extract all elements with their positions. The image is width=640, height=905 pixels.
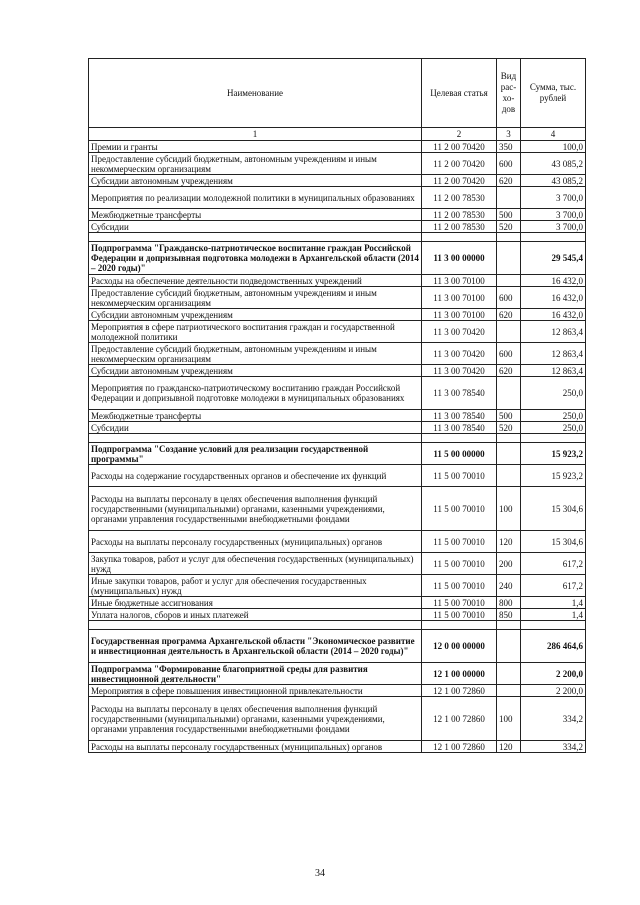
table-row [89,685,586,697]
budget-table [88,58,586,753]
table-row [89,410,586,422]
row-target-item: 11 5 00 70010 [422,597,497,609]
row-name: Расходы на содержание государственных органов и обеспечение их функций [89,465,422,487]
spacer-row [89,434,586,443]
row-target-item: 12 1 00 72860 [422,685,497,697]
table-row [89,575,586,597]
row-target-item: 12 0 00 00000 [422,630,497,663]
table-row [89,287,586,309]
row-target-item: 12 1 00 00000 [422,663,497,685]
row-target-item: 11 3 00 70420 [422,343,497,365]
row-sum: 1,4 [521,597,586,609]
row-name: Подпрограмма "Гражданско-патриотическое воспитание граждан Российской Федерации и допризывная подготовка молодежи в Архангельской области (2014 – 2020 годы)" [89,242,422,275]
row-name: Предоставление субсидий бюджетным, автономным учреждениям и иным некоммерческим организациям [89,343,422,365]
row-target-item: 12 1 00 72860 [422,697,497,741]
row-expense-type: 240 [497,575,521,597]
row-name: Субсидии [89,221,422,233]
row-expense-type: 520 [497,221,521,233]
header-sum: Сумма, тыс. рублей [521,59,586,128]
row-sum: 617,2 [521,575,586,597]
row-sum: 43 085,2 [521,175,586,187]
row-expense-type [497,685,521,697]
row-sum: 15 923,2 [521,443,586,465]
page-number: 34 [315,868,325,879]
budget-document [88,58,585,753]
table-row [89,531,586,553]
row-sum: 3 700,0 [521,187,586,209]
row-target-item: 11 2 00 70420 [422,175,497,187]
row-name: Межбюджетные трансферты [89,209,422,221]
row-expense-type [497,663,521,685]
column-number: 2 [422,128,497,141]
row-expense-type: 600 [497,153,521,175]
row-sum: 286 464,6 [521,630,586,663]
row-target-item: 11 2 00 70420 [422,141,497,153]
row-target-item: 11 5 00 00000 [422,443,497,465]
row-sum: 3 700,0 [521,209,586,221]
spacer-cell [422,621,497,630]
row-expense-type: 620 [497,365,521,377]
row-expense-type: 520 [497,422,521,434]
table-row [89,209,586,221]
row-expense-type: 100 [497,697,521,741]
row-sum: 15 304,6 [521,487,586,531]
header-name: Наименование [89,59,422,128]
row-expense-type: 500 [497,410,521,422]
spacer-row [89,233,586,242]
row-name: Премии и гранты [89,141,422,153]
table-row [89,275,586,287]
table-row [89,465,586,487]
row-target-item: 11 3 00 70100 [422,309,497,321]
row-name: Мероприятия по реализации молодежной политики в муниципальных образованиях [89,187,422,209]
row-target-item: 11 5 00 70010 [422,531,497,553]
column-number: 4 [521,128,586,141]
row-sum: 1,4 [521,609,586,621]
row-sum: 12 863,4 [521,343,586,365]
row-expense-type: 600 [497,343,521,365]
row-sum: 16 432,0 [521,309,586,321]
header-target-item: Целевая статья [422,59,497,128]
spacer-cell [497,621,521,630]
row-sum: 12 863,4 [521,365,586,377]
table-row [89,153,586,175]
row-expense-type [497,377,521,410]
table-row [89,609,586,621]
spacer-cell [521,621,586,630]
row-expense-type [497,242,521,275]
table-row [89,221,586,233]
row-name: Субсидии [89,422,422,434]
row-target-item: 11 2 00 78530 [422,221,497,233]
spacer-cell [521,233,586,242]
row-name: Субсидии автономным учреждениям [89,365,422,377]
row-name: Расходы на выплаты персоналу в целях обеспечения выполнения функций государственными (муниципальными) органами, казенными учреждениями, органами управления государственными внебюджетными фондами [89,697,422,741]
row-expense-type: 120 [497,531,521,553]
row-target-item: 11 5 00 70010 [422,575,497,597]
column-number: 3 [497,128,521,141]
row-expense-type: 500 [497,209,521,221]
table-row [89,422,586,434]
table-row [89,697,586,741]
table-row [89,343,586,365]
row-expense-type: 850 [497,609,521,621]
row-name: Иные бюджетные ассигнования [89,597,422,609]
row-sum: 100,0 [521,141,586,153]
row-name: Субсидии автономным учреждениям [89,309,422,321]
row-target-item: 11 5 00 70010 [422,553,497,575]
row-expense-type: 620 [497,175,521,187]
row-sum: 16 432,0 [521,275,586,287]
row-sum: 3 700,0 [521,221,586,233]
row-sum: 250,0 [521,410,586,422]
table-row [89,175,586,187]
table-row [89,321,586,343]
row-expense-type [497,630,521,663]
table-row [89,487,586,531]
table-row [89,242,586,275]
row-target-item: 11 3 00 78540 [422,377,497,410]
row-name: Предоставление субсидий бюджетным, автономным учреждениям и иным некоммерческим организациям [89,287,422,309]
row-expense-type: 200 [497,553,521,575]
row-name: Подпрограмма "Создание условий для реализации государственной программы" [89,443,422,465]
row-name: Расходы на выплаты персоналу государственных (муниципальных) органов [89,741,422,753]
table-row [89,377,586,410]
row-sum: 2 200,0 [521,685,586,697]
row-expense-type: 800 [497,597,521,609]
table-row [89,187,586,209]
row-name: Расходы на выплаты персоналу в целях обеспечения выполнения функций государственными (муниципальными) органами, казенными учреждениями, органами управления государственными внебюджетными фондами [89,487,422,531]
row-sum: 15 304,6 [521,531,586,553]
row-target-item: 11 3 00 78540 [422,410,497,422]
spacer-cell [497,233,521,242]
row-target-item: 11 3 00 70420 [422,321,497,343]
spacer-row [89,621,586,630]
table-row [89,553,586,575]
table-row [89,741,586,753]
row-target-item: 11 5 00 70010 [422,609,497,621]
row-sum: 43 085,2 [521,153,586,175]
row-name: Подпрограмма "Формирование благоприятной среды для развития инвестиционной деятельности" [89,663,422,685]
row-name: Закупка товаров, работ и услуг для обеспечения государственных (муниципальных) нужд [89,553,422,575]
row-target-item: 11 2 00 78530 [422,209,497,221]
column-number: 1 [89,128,422,141]
table-row [89,141,586,153]
spacer-cell [422,434,497,443]
row-name: Мероприятия в сфере повышения инвестиционной привлекательности [89,685,422,697]
row-expense-type [497,443,521,465]
row-name: Межбюджетные трансферты [89,410,422,422]
row-expense-type: 100 [497,487,521,531]
spacer-cell [89,434,422,443]
table-header-row [89,59,586,128]
row-target-item: 11 5 00 70010 [422,465,497,487]
table-row [89,663,586,685]
row-expense-type: 600 [497,287,521,309]
row-name: Субсидии автономным учреждениям [89,175,422,187]
row-expense-type [497,187,521,209]
row-name: Расходы на обеспечение деятельности подведомственных учреждений [89,275,422,287]
row-sum: 334,2 [521,697,586,741]
row-target-item: 11 3 00 00000 [422,242,497,275]
table-row [89,443,586,465]
spacer-cell [89,621,422,630]
row-name: Уплата налогов, сборов и иных платежей [89,609,422,621]
header-expense-type: Вид рас-хо-дов [497,59,521,128]
row-target-item: 11 5 00 70010 [422,487,497,531]
row-expense-type: 350 [497,141,521,153]
row-sum: 16 432,0 [521,287,586,309]
row-expense-type [497,275,521,287]
row-name: Мероприятия по гражданско-патриотическому воспитанию граждан Российской Федерации и допризывной подготовке молодежи в муниципальных образованиях [89,377,422,410]
spacer-cell [521,434,586,443]
table-row [89,597,586,609]
row-target-item: 11 3 00 70100 [422,287,497,309]
row-target-item: 11 2 00 78530 [422,187,497,209]
row-target-item: 11 2 00 70420 [422,153,497,175]
row-name: Предоставление субсидий бюджетным, автономным учреждениям и иным некоммерческим организациям [89,153,422,175]
row-expense-type: 120 [497,741,521,753]
row-sum: 29 545,4 [521,242,586,275]
row-expense-type: 620 [497,309,521,321]
row-target-item: 11 3 00 78540 [422,422,497,434]
row-sum: 250,0 [521,377,586,410]
row-name: Мероприятия в сфере патриотического воспитания граждан и государственной молодежной политики [89,321,422,343]
spacer-cell [497,434,521,443]
row-target-item: 12 1 00 72860 [422,741,497,753]
table-body [89,141,586,753]
row-name: Иные закупки товаров, работ и услуг для обеспечения государственных (муниципальных) нужд [89,575,422,597]
table-row [89,630,586,663]
table-row [89,309,586,321]
row-sum: 334,2 [521,741,586,753]
row-sum: 617,2 [521,553,586,575]
row-target-item: 11 3 00 70420 [422,365,497,377]
column-number-row [89,128,586,141]
row-sum: 2 200,0 [521,663,586,685]
spacer-cell [422,233,497,242]
row-expense-type [497,465,521,487]
row-name: Государственная программа Архангельской области "Экономическое развитие и инвестиционная деятельность в Архангельской области (2014 – 2020 годы)" [89,630,422,663]
row-expense-type [497,321,521,343]
row-sum: 250,0 [521,422,586,434]
spacer-cell [89,233,422,242]
row-sum: 12 863,4 [521,321,586,343]
row-sum: 15 923,2 [521,465,586,487]
row-target-item: 11 3 00 70100 [422,275,497,287]
table-row [89,365,586,377]
row-name: Расходы на выплаты персоналу государственных (муниципальных) органов [89,531,422,553]
